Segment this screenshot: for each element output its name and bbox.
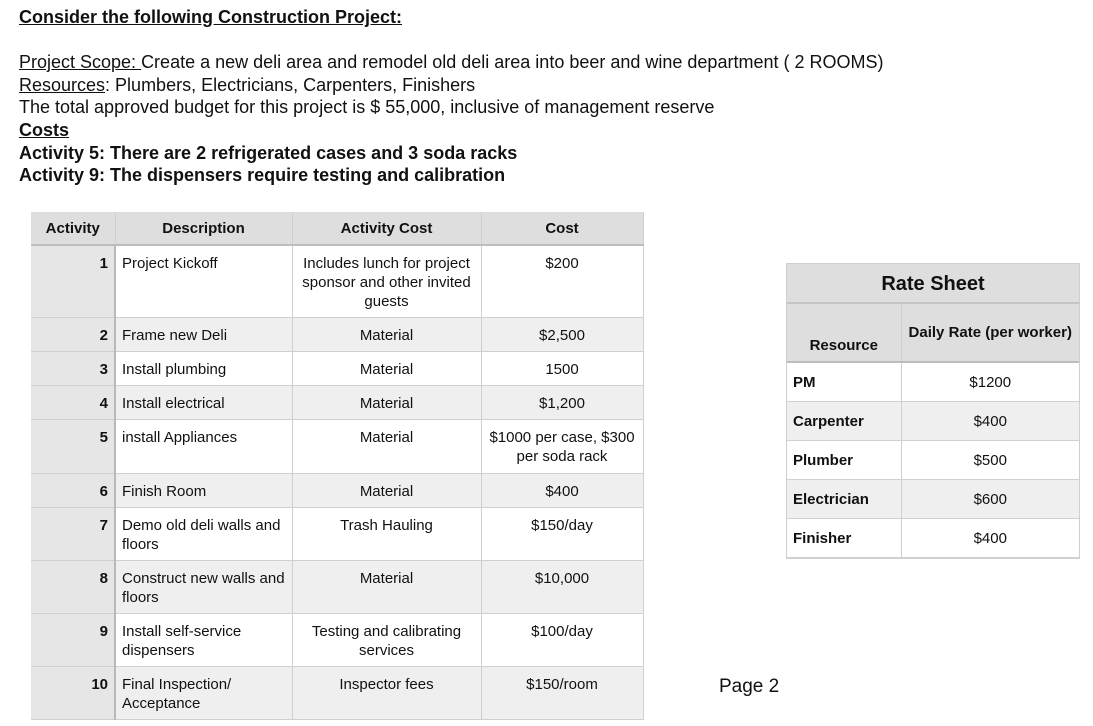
rate-sheet-table	[787, 304, 1079, 558]
table-row	[31, 386, 643, 420]
activity-cost-value: $150/room	[481, 667, 643, 720]
table-row	[31, 352, 643, 386]
activity-description: Finish Room	[115, 474, 292, 508]
table-row	[787, 519, 1079, 558]
activity-cost-value: $1,200	[481, 386, 643, 420]
project-scope-text: Create a new deli area and remodel old deli area into beer and wine department ( 2 ROOMS)	[141, 52, 884, 72]
header-resource: Resource	[787, 304, 901, 362]
table-row	[787, 362, 1079, 402]
rate-resource: PM	[787, 362, 901, 402]
rate-sheet	[786, 263, 1080, 559]
activity9-note: Activity 9: The dispensers require testing and calibration	[19, 165, 506, 185]
activity-cost-type: Includes lunch for project sponsor and other invited guests	[292, 245, 481, 318]
rate-resource: Carpenter	[787, 402, 901, 441]
rate-resource: Electrician	[787, 480, 901, 519]
activity-description: Install plumbing	[115, 352, 292, 386]
activity-description: Final Inspection/ Acceptance	[115, 667, 292, 720]
page-heading: Consider the following Construction Project:	[19, 7, 403, 27]
activity-cost-type: Material	[292, 561, 481, 614]
header-activity: Activity	[31, 212, 115, 245]
activity-cost-type: Inspector fees	[292, 667, 481, 720]
activity-number: 4	[31, 386, 115, 420]
activity5-note: Activity 5: There are 2 refrigerated cases and 3 soda racks	[19, 143, 518, 163]
rate-value: $500	[901, 441, 1079, 480]
table-row	[31, 667, 643, 720]
activity-cost-type: Material	[292, 420, 481, 474]
table-row	[787, 441, 1079, 480]
table-row	[31, 614, 643, 667]
table-row	[31, 318, 643, 352]
activity-description: Demo old deli walls and floors	[115, 508, 292, 561]
resources-text: : Plumbers, Electricians, Carpenters, Finishers	[105, 75, 476, 95]
header-description: Description	[115, 212, 292, 245]
activity-cost-value: $100/day	[481, 614, 643, 667]
activity-table-header	[31, 212, 643, 245]
table-row	[31, 420, 643, 474]
rate-sheet-title: Rate Sheet	[787, 264, 1079, 304]
budget-line: The total approved budget for this project is $ 55,000, inclusive of management reserve	[19, 97, 715, 117]
table-row	[31, 561, 643, 614]
activity-number: 1	[31, 245, 115, 318]
activity-cost-value: $1000 per case, $300 per soda rack	[481, 420, 643, 474]
activity-number: 3	[31, 352, 115, 386]
activity-description: Install electrical	[115, 386, 292, 420]
project-scope-label: Project Scope:	[19, 52, 142, 72]
rate-value: $600	[901, 480, 1079, 519]
rate-value: $1200	[901, 362, 1079, 402]
activity-cost-value: $10,000	[481, 561, 643, 614]
activity-cost-type: Material	[292, 352, 481, 386]
header-cost: Cost	[481, 212, 643, 245]
activity-cost-type: Trash Hauling	[292, 508, 481, 561]
resources-line	[19, 74, 475, 96]
rate-sheet-header	[787, 304, 1079, 362]
table-row	[31, 245, 643, 318]
activity-number: 5	[31, 420, 115, 474]
activity-cost-type: Material	[292, 318, 481, 352]
activity-cost-type: Material	[292, 386, 481, 420]
activity-cost-value: 1500	[481, 352, 643, 386]
page-number: Page 2	[719, 676, 780, 697]
activity-number: 9	[31, 614, 115, 667]
rate-value: $400	[901, 402, 1079, 441]
activity-cost-type: Testing and calibrating services	[292, 614, 481, 667]
table-row	[31, 508, 643, 561]
table-row	[31, 474, 643, 508]
activity-cost-type: Material	[292, 474, 481, 508]
activity-cost-value: $400	[481, 474, 643, 508]
activity-cost-value: $150/day	[481, 508, 643, 561]
costs-label: Costs	[19, 120, 70, 140]
activity-cost-value: $200	[481, 245, 643, 318]
activity-number: 7	[31, 508, 115, 561]
table-row	[787, 402, 1079, 441]
activity-number: 2	[31, 318, 115, 352]
activity-description: Construct new walls and floors	[115, 561, 292, 614]
activity-description: Frame new Deli	[115, 318, 292, 352]
activity-table	[31, 212, 644, 720]
table-row	[787, 480, 1079, 519]
rate-resource: Finisher	[787, 519, 901, 558]
rate-value: $400	[901, 519, 1079, 558]
header-activity-cost: Activity Cost	[292, 212, 481, 245]
activity-description: Install self-service dispensers	[115, 614, 292, 667]
rate-resource: Plumber	[787, 441, 901, 480]
activity-number: 10	[31, 667, 115, 720]
activity-cost-value: $2,500	[481, 318, 643, 352]
header-daily-rate: Daily Rate (per worker)	[901, 304, 1079, 362]
activity-number: 8	[31, 561, 115, 614]
activity-number: 6	[31, 474, 115, 508]
activity-description: install Appliances	[115, 420, 292, 474]
activity-description: Project Kickoff	[115, 245, 292, 318]
project-scope-line	[19, 51, 883, 73]
resources-label: Resources	[19, 75, 106, 95]
